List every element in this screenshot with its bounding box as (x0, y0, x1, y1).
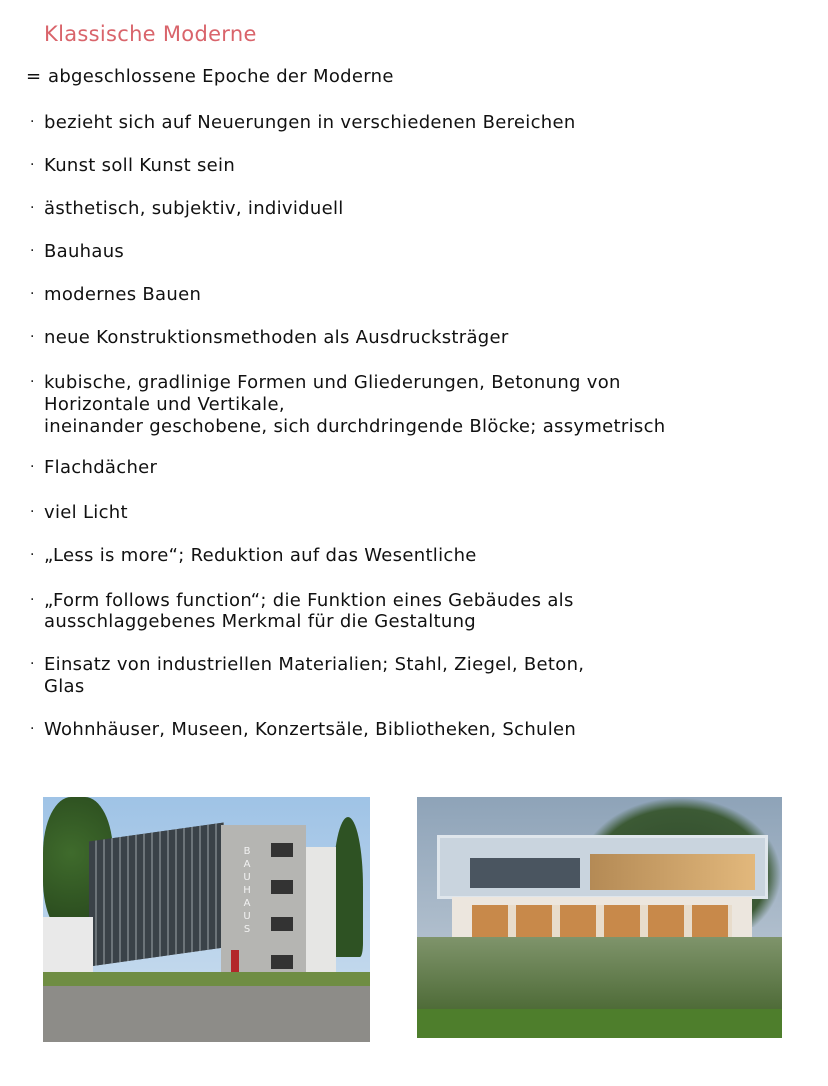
definition-marker: = (26, 66, 42, 87)
pavement (43, 986, 370, 1042)
glass-facade (89, 823, 224, 967)
ground-floor (452, 897, 752, 942)
bullet-marker: · (30, 157, 35, 173)
bullet-line: Wohnhäuser, Museen, Konzertsäle, Bibliotheken, Schulen (44, 719, 577, 740)
bullet-marker: · (30, 504, 35, 520)
bullet-line: „Less is more“; Reduktion auf das Wesentliche (44, 545, 477, 566)
tree-right (333, 817, 363, 957)
bullet-line: viel Licht (44, 502, 128, 523)
bullet-marker: · (30, 656, 35, 672)
lawn (417, 1009, 782, 1038)
tower-block (221, 825, 306, 980)
bullet-marker: · (30, 459, 35, 475)
bullet-line: ausschlaggebenes Merkmal für die Gestaltung (44, 611, 477, 632)
bullet-line: „Form follows function“; die Funktion eines Gebäudes als (44, 590, 574, 611)
bullet-line: Glas (44, 676, 85, 697)
bullet-line: modernes Bauen (44, 284, 202, 305)
bullet-marker: · (30, 547, 35, 563)
bullet-line: Flachdächer (44, 457, 158, 478)
upper-floor (437, 835, 768, 899)
bullet-marker: · (30, 243, 35, 259)
bullet-line: kubische, gradlinige Formen und Gliederungen, Betonung von (44, 372, 621, 393)
bullet-line: ineinander geschobene, sich durchdringende Blöcke; assymetrisch (44, 416, 666, 437)
bullet-marker: · (30, 286, 35, 302)
modern-house-photo (417, 797, 782, 1038)
bullet-line: bezieht sich auf Neuerungen in verschiedenen Bereichen (44, 112, 576, 133)
page-title: Klassische Moderne (44, 22, 257, 46)
bullet-marker: · (30, 114, 35, 130)
bauhaus-sign: BAUHAUS (243, 846, 251, 935)
bullet-marker: · (30, 592, 35, 608)
bauhaus-building-photo (43, 797, 370, 1042)
bullet-line: Einsatz von industriellen Materialien; Stahl, Ziegel, Beton, (44, 654, 585, 675)
bullet-line: Horizontale und Vertikale, (44, 394, 285, 415)
bullet-marker: · (30, 721, 35, 737)
bullet-marker: · (30, 374, 35, 390)
bullet-line: Kunst soll Kunst sein (44, 155, 236, 176)
bullet-line: neue Konstruktionsmethoden als Ausdrucksträger (44, 327, 509, 348)
lawn (43, 972, 370, 986)
bullet-line: Bauhaus (44, 241, 125, 262)
definition-text: abgeschlossene Epoche der Moderne (48, 66, 394, 87)
meadow (417, 937, 782, 1012)
bullet-marker: · (30, 329, 35, 345)
bullet-marker: · (30, 200, 35, 216)
bullet-line: ästhetisch, subjektiv, individuell (44, 198, 344, 219)
